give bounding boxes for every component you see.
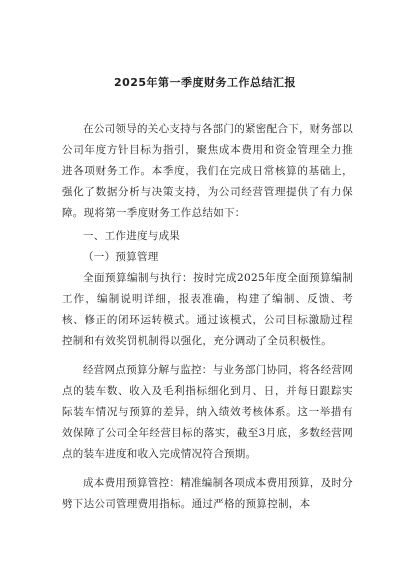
document-title: 2025年第一季度财务工作总结汇报 bbox=[113, 76, 297, 89]
subsection-heading: （一）预算管理 bbox=[83, 251, 159, 263]
section-heading: 一、工作进度与成果 bbox=[83, 230, 181, 242]
budget-paragraph: 全面预算编制与执行：按时完成2025年度全面预算编制工作，编制说明详细，报表准确，构建了编制、反馈、考核、修正的闭环运转模式。通过该模式，公司目标激励过程控制和有效奖罚机制得以强化，充分调动了全员积极性。 bbox=[62, 272, 353, 347]
document-body bbox=[62, 119, 353, 515]
intro-paragraph: 在公司领导的关心支持与各部门的紧密配合下，财务部以公司年度方针目标为指引，聚焦成本费用和资金管理全力推进各项财务工作。本季度，我们在完成日常核算的基础上，强化了数据分析与决策支持，为公司经营管理提供了有力保障。现将第一季度财务工作总结如下： bbox=[62, 123, 353, 219]
outlet-budget-paragraph: 经营网点预算分解与监控：与业务部门协同，将各经营网点的装车数、收入及毛利指标细化到月、日，并每日跟踪实际装车情况与预算的差异，纳入绩效考核体系。这一举措有效保障了公司全年经营目标的落实，截至3月底，多数经营网点的装车进度和收入完成情况符合预期。 bbox=[62, 364, 353, 460]
cost-budget-paragraph: 成本费用预算管控：精准编制各项成本费用预算，及时分劈下达公司管理费用指标。通过严格的预算控制，本 bbox=[62, 477, 353, 510]
